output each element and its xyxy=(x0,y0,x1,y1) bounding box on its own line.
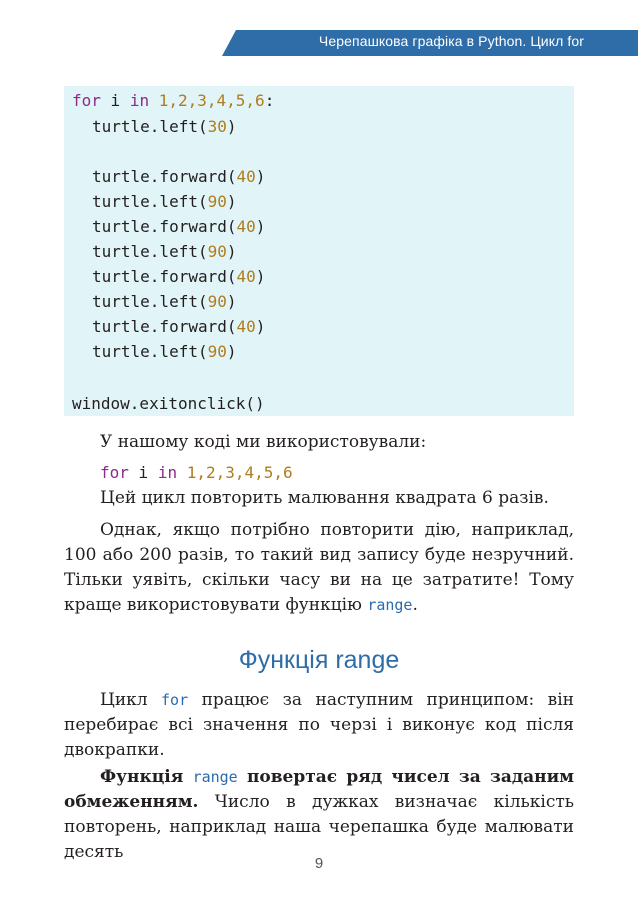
inline-code-for: for xyxy=(161,691,189,709)
code-keyword: in xyxy=(157,463,178,482)
page-number: 9 xyxy=(314,855,324,872)
code-fn: turtle.forward( xyxy=(92,217,237,236)
code-arg: 40 xyxy=(236,167,256,186)
code-fn: turtle.left( xyxy=(92,242,208,261)
code-sequence: 1,2,3,4,5,6 xyxy=(186,463,293,482)
code-fn: turtle.forward( xyxy=(92,267,237,286)
code-line xyxy=(72,317,265,336)
intro-text: У нашому коді ми використовували: xyxy=(100,432,427,452)
code-keyword: in xyxy=(129,91,150,110)
paragraph-text: Число в дужках визначає кількість повторень, наприклад наша черепашка буде малювати десять xyxy=(64,792,574,862)
inline-loop-code xyxy=(100,463,293,482)
code-var: i xyxy=(128,463,158,482)
loop-repeat-text: Цей цикл повторить малювання квадрата 6 разів. xyxy=(100,488,549,508)
code-line xyxy=(72,167,265,186)
code-paren: ) xyxy=(255,267,266,286)
inline-code-range: range xyxy=(367,596,413,614)
code-line xyxy=(72,292,237,311)
paragraph-range-function xyxy=(64,765,574,865)
code-paren: ) xyxy=(255,167,266,186)
paragraph-text: працює за наступним принципом: він перебирає всі значення по черзі і виконує код після двокрапки. xyxy=(64,690,574,760)
paragraph-text: Однак, якщо потрібно повторити дію, наприклад, 100 або 200 разів, то такий вид запису буде незручний. Тільки уявіть, скільки часу ви на це затратите! Тому краще використовувати функцію xyxy=(64,520,574,615)
code-fn: turtle.forward( xyxy=(92,317,237,336)
code-paren: ) xyxy=(226,292,237,311)
code-paren: ) xyxy=(226,192,237,211)
code-paren: ) xyxy=(226,342,237,361)
inline-code-range: range xyxy=(192,768,238,786)
code-paren: ) xyxy=(255,317,266,336)
code-line xyxy=(72,117,237,136)
code-paren: ) xyxy=(255,217,266,236)
code-fn: turtle.left( xyxy=(92,342,208,361)
code-colon: : xyxy=(264,91,275,110)
code-sequence: 1,2,3,4,5,6 xyxy=(158,91,265,110)
code-fn: turtle.left( xyxy=(92,192,208,211)
code-paren: ) xyxy=(226,242,237,261)
code-arg: 90 xyxy=(207,192,227,211)
code-arg: 40 xyxy=(236,267,256,286)
code-arg: 90 xyxy=(207,342,227,361)
code-line-exit: window.exitonclick() xyxy=(72,394,265,413)
code-keyword: for xyxy=(100,463,129,482)
section-title: Функція range xyxy=(238,646,400,674)
code-line-for xyxy=(72,91,274,110)
code-fn: turtle.left( xyxy=(92,117,208,136)
bold-text: Функція xyxy=(100,767,193,787)
chapter-header: Черепашкова графіка в Python. Цикл for xyxy=(318,33,584,49)
code-arg: 40 xyxy=(236,317,256,336)
bold-text: повертає ряд чисел за заданим обмеженням. xyxy=(64,767,574,812)
paragraph-text: Цикл xyxy=(100,690,162,710)
code-line xyxy=(72,217,265,236)
code-keyword: for xyxy=(72,91,101,110)
code-arg: 40 xyxy=(236,217,256,236)
code-arg: 30 xyxy=(207,117,227,136)
code-arg: 90 xyxy=(207,292,227,311)
code-fn: turtle.forward( xyxy=(92,167,237,186)
code-arg: 90 xyxy=(207,242,227,261)
paragraph-text: . xyxy=(412,595,418,615)
code-var: i xyxy=(100,91,130,110)
code-paren: ) xyxy=(226,117,237,136)
code-line xyxy=(72,192,237,211)
paragraph-range-intro xyxy=(64,518,574,618)
code-line xyxy=(72,242,237,261)
code-fn: turtle.left( xyxy=(92,292,208,311)
code-line xyxy=(72,267,265,286)
code-line xyxy=(72,342,237,361)
paragraph-for-loop xyxy=(64,688,574,763)
